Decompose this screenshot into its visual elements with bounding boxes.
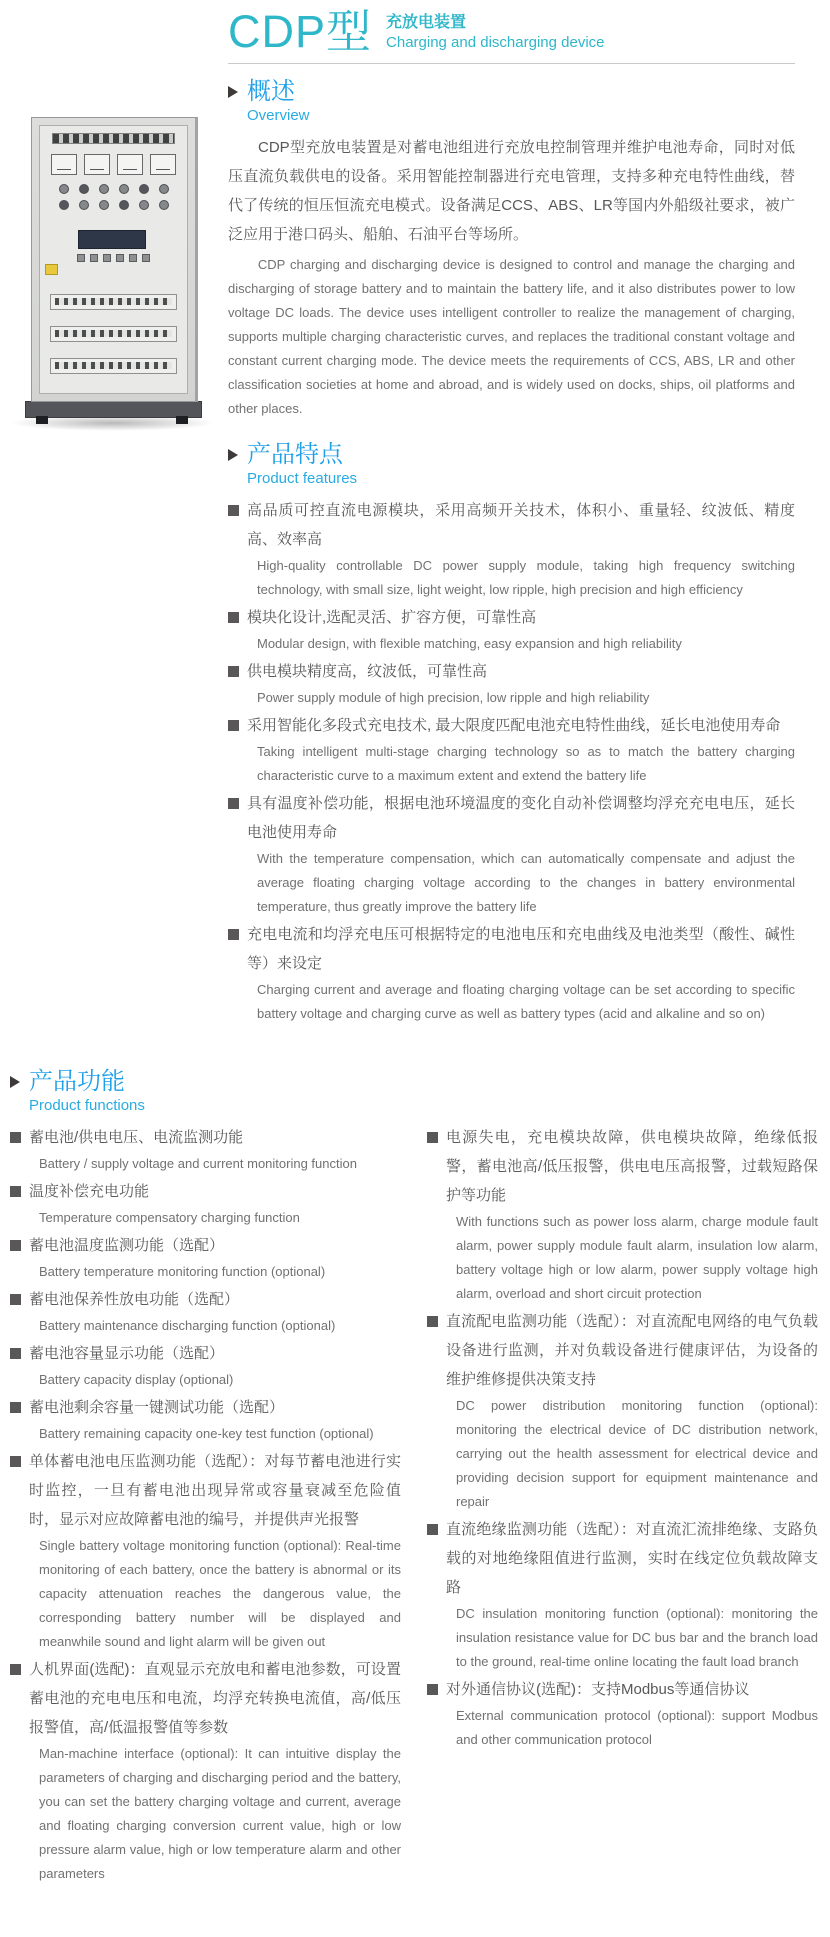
function-item	[10, 1231, 401, 1284]
bullet-square-icon	[228, 929, 239, 940]
features-list	[228, 496, 795, 1026]
cabinet-door	[39, 125, 188, 394]
cabinet-photo	[10, 115, 216, 431]
cabinet-indicator	[99, 200, 109, 210]
function-text-en: Man-machine interface (optional): It can intuitive display the parameters of charging and discharging period and the battery, you can set the battery charging voltage and current, average and floating charging conversion current value, high or low pressure alarm value, high or low temperature alarm and other parameters	[39, 1746, 401, 1881]
section-overview	[228, 78, 795, 421]
function-item	[427, 1515, 818, 1674]
function-text-en: With functions such as power loss alarm, charge module fault alarm, power supply module fault alarm, insulation low alarm, battery voltage high or low alarm, power supply voltage high alarm, overload and short circuit protection	[456, 1214, 818, 1301]
product-name-en: Charging and discharging device	[386, 34, 605, 51]
feature-text-en: Taking intelligent multi-stage charging technology so as to match the battery charging characteristic curve to a maximum extent and extend the battery life	[257, 744, 795, 784]
section-arrow-icon	[228, 86, 238, 98]
function-item	[10, 1339, 401, 1392]
cabinet-terminal-strip	[50, 326, 177, 342]
feature-item	[228, 496, 795, 602]
feature-text-zh: 供电模块精度高，纹波低，可靠性高	[247, 663, 488, 681]
product-name-zh: 充放电装置	[386, 14, 467, 31]
cabinet-buttons	[74, 254, 153, 262]
function-text-en: Battery maintenance discharging function (optional)	[39, 1318, 336, 1333]
functions-right-column	[427, 1123, 818, 1887]
cabinet-meter	[150, 154, 176, 175]
feature-text-en: Modular design, with flexible matching, easy expansion and high reliability	[257, 636, 682, 652]
cabinet-indicator	[59, 200, 69, 210]
cabinet-indicator	[79, 184, 89, 194]
bullet-square-icon	[228, 798, 239, 809]
function-text-zh: 电源失电，充电模块故障，供电模块故障，绝缘低报警，蓄电池高/低压报警，供电电压高报警，过载短路保护等功能	[446, 1129, 818, 1204]
bullet-square-icon	[427, 1316, 438, 1327]
cabinet-indicator	[59, 184, 69, 194]
function-text-en: DC insulation monitoring function (optional): monitoring the insulation resistance value for DC bus bar and the branch load to the ground, real-time online locating the fault load branch	[456, 1606, 818, 1669]
bullet-square-icon	[228, 720, 239, 731]
feature-item	[228, 711, 795, 788]
feature-text-zh: 采用智能化多段式充电技术, 最大限度匹配电池充电特性曲线，延长电池使用寿命	[247, 717, 781, 735]
cabinet-meter-row	[40, 154, 187, 175]
cabinet-indicator	[139, 184, 149, 194]
section-arrow-icon	[10, 1076, 20, 1088]
content-column	[228, 8, 795, 1027]
cabinet-indicator	[99, 184, 109, 194]
function-text-zh: 单体蓄电池电压监测功能（选配）：对每节蓄电池进行实时监控，一旦有蓄电池出现异常或容量衰减至危险值时，显示对应故障蓄电池的编号，并提供声光报警	[29, 1453, 401, 1528]
function-item	[10, 1177, 401, 1230]
function-text-zh: 温度补偿充电功能	[29, 1183, 150, 1200]
feature-text-zh: 充电电流和均浮充电压可根据特定的电池电压和充电曲线及电池类型（酸性、碱性等）来设定	[247, 926, 795, 973]
header-divider	[228, 63, 795, 64]
function-text-zh: 蓄电池/供电电压、电流监测功能	[29, 1129, 244, 1146]
function-text-zh: 人机界面(选配)：直观显示充放电和蓄电池参数，可设置蓄电池的充电电压和电流，均浮充转换电流值，高/低压报警值，高/低温报警值等参数	[29, 1661, 401, 1736]
bullet-square-icon	[427, 1684, 438, 1695]
function-text-en: Single battery voltage monitoring function (optional): Real-time monitoring of each battery, once the battery is abnormal or its capacity attenuation reaches the dangerous value, the corresponding battery number will be displayed and meanwhile sound and light alarm will be given out	[39, 1538, 401, 1649]
bullet-square-icon	[427, 1132, 438, 1143]
section-product-functions	[10, 1068, 818, 1887]
overview-heading-zh: 概述	[247, 78, 295, 106]
bullet-square-icon	[10, 1186, 21, 1197]
function-text-en: Battery temperature monitoring function (optional)	[39, 1264, 326, 1279]
overview-heading-en: Overview	[247, 107, 310, 125]
section-product-features	[228, 441, 795, 1026]
function-text-zh: 蓄电池温度监测功能（选配）	[29, 1237, 225, 1254]
function-item	[10, 1123, 401, 1176]
function-item	[427, 1123, 818, 1306]
cabinet-warning-label	[45, 264, 58, 275]
cabinet-terminal-strip	[50, 294, 177, 310]
function-item	[10, 1447, 401, 1654]
features-heading-zh: 产品特点	[247, 441, 343, 469]
feature-text-en: With the temperature compensation, which can automatically compensate and adjust the average floating charging voltage according to the changes in battery environmental temperature, thus greatly improve the battery life	[257, 851, 795, 915]
cabinet-button	[103, 254, 111, 262]
features-heading-en: Product features	[247, 470, 358, 488]
function-text-en: DC power distribution monitoring function (optional): monitoring the electrical device of DC distribution network, carrying out the health assessment for electrical device and providing decision support for equipment maintenance and repair	[456, 1398, 818, 1509]
bullet-square-icon	[10, 1240, 21, 1251]
functions-heading	[10, 1068, 818, 1096]
cabinet-indicator	[119, 184, 129, 194]
cabinet-button	[142, 254, 150, 262]
bullet-square-icon	[10, 1348, 21, 1359]
bullet-square-icon	[10, 1664, 21, 1675]
function-item	[10, 1393, 401, 1446]
section-arrow-icon	[228, 449, 238, 461]
feature-text-zh: 模块化设计,选配灵活、扩容方便，可靠性高	[247, 609, 537, 627]
bullet-square-icon	[10, 1456, 21, 1467]
cabinet-body	[31, 117, 198, 402]
function-text-zh: 蓄电池保养性放电功能（选配）	[29, 1291, 240, 1308]
cabinet-terminal-strip	[50, 358, 177, 374]
function-text-zh: 直流绝缘监测功能（选配）：对直流汇流排绝缘、支路负载的对地绝缘阻值进行监测，实时在线定位负载故障支路	[446, 1521, 818, 1596]
feature-text-zh: 具有温度补偿功能，根据电池环境温度的变化自动补偿调整均浮充充电电压，延长电池使用寿命	[247, 795, 795, 842]
bullet-square-icon	[10, 1132, 21, 1143]
cabinet-indicator	[159, 200, 169, 210]
function-item	[10, 1655, 401, 1886]
bullet-square-icon	[10, 1402, 21, 1413]
feature-item	[228, 920, 795, 1026]
function-text-zh: 蓄电池剩余容量一键测试功能（选配）	[29, 1399, 285, 1416]
bullet-square-icon	[427, 1524, 438, 1535]
cabinet-indicator	[79, 200, 89, 210]
bullet-square-icon	[10, 1294, 21, 1305]
function-text-en: External communication protocol (optional): support Modbus and other communication protocol	[456, 1708, 818, 1747]
cabinet-button	[129, 254, 137, 262]
function-item	[10, 1285, 401, 1338]
cabinet-foot	[176, 416, 188, 424]
cabinet-meter	[51, 154, 77, 175]
doc-header	[228, 8, 795, 55]
functions-left-column	[10, 1123, 401, 1887]
functions-heading-zh: 产品功能	[29, 1068, 125, 1095]
feature-text-en: Power supply module of high precision, low ripple and high reliability	[257, 690, 650, 706]
cabinet-indicator	[139, 200, 149, 210]
bullet-square-icon	[228, 612, 239, 623]
cabinet-foot	[36, 416, 48, 424]
feature-text-zh: 高品质可控直流电源模块，采用高频开关技术，体积小、重量轻、纹波低、精度高、效率高	[247, 502, 795, 549]
cabinet-meter	[117, 154, 143, 175]
function-text-en: Temperature compensatory charging function	[39, 1210, 300, 1225]
cabinet-indicator	[119, 200, 129, 210]
cabinet-button	[116, 254, 124, 262]
product-subtitle	[386, 8, 604, 52]
feature-item	[228, 657, 795, 710]
feature-item	[228, 789, 795, 919]
function-text-zh: 蓄电池容量显示功能（选配）	[29, 1345, 225, 1362]
function-text-zh: 直流配电监测功能（选配）：对直流配电网络的电气负载设备进行监测，并对负载设备进行健康评估，为设备的维护维修提供决策支持	[446, 1313, 818, 1388]
cabinet-indicator-rows	[54, 184, 173, 210]
feature-text-en: Charging current and average and floating charging voltage can be set according to specific battery voltage and charging curve as well as battery types (acid and alkaline and so on)	[257, 982, 795, 1022]
overview-heading	[228, 78, 795, 106]
function-item	[427, 1307, 818, 1514]
overview-paragraph-en: CDP charging and discharging device is designed to control and manage the charging and discharging of storage battery and to maintain the battery life, and it also distributes power to low voltage DC loads. The device uses intelligent controller to realize the management of charging, supports multiple charging characteristic curves, and replaces the traditional constant voltage and constant current charging mode. The device meets the requirements of CCS, ABS, LR and other classification societies at home and abroad, and is widely used on docks, ships, oil platforms and other places.	[228, 257, 795, 417]
function-item	[427, 1675, 818, 1752]
functions-heading-en: Product functions	[29, 1097, 145, 1114]
overview-paragraph-zh: CDP型充放电装置是对蓄电池组进行充放电控制管理并维护电池寿命，同时对低压直流负载供电的设备。采用智能控制器进行充电管理，支持多种充电特性曲线，替代了传统的恒压恒流充电模式。设备满足CCS、ABS、LR等国内外船级社要求，被广泛应用于港口码头、船舶、石油平台等场所。	[228, 139, 795, 244]
functions-columns	[10, 1123, 818, 1887]
cabinet-display	[78, 230, 146, 249]
cabinet-vent	[52, 133, 175, 144]
function-text-en: Battery remaining capacity one-key test function (optional)	[39, 1426, 374, 1441]
feature-text-en: High-quality controllable DC power supply module, taking high frequency switching technology, with small size, light weight, low ripple, high precision and high efficiency	[257, 558, 795, 598]
function-text-zh: 对外通信协议(选配)：支持Modbus等通信协议	[446, 1681, 750, 1698]
cabinet-button	[77, 254, 85, 262]
bullet-square-icon	[228, 505, 239, 516]
bullet-square-icon	[228, 666, 239, 677]
cabinet-meter	[84, 154, 110, 175]
product-model-title: CDP型	[228, 6, 373, 57]
function-text-en: Battery capacity display (optional)	[39, 1372, 234, 1387]
cabinet-button	[90, 254, 98, 262]
function-text-en: Battery / supply voltage and current monitoring function	[39, 1156, 357, 1171]
features-heading	[228, 441, 795, 469]
cabinet-indicator	[159, 184, 169, 194]
feature-item	[228, 603, 795, 656]
